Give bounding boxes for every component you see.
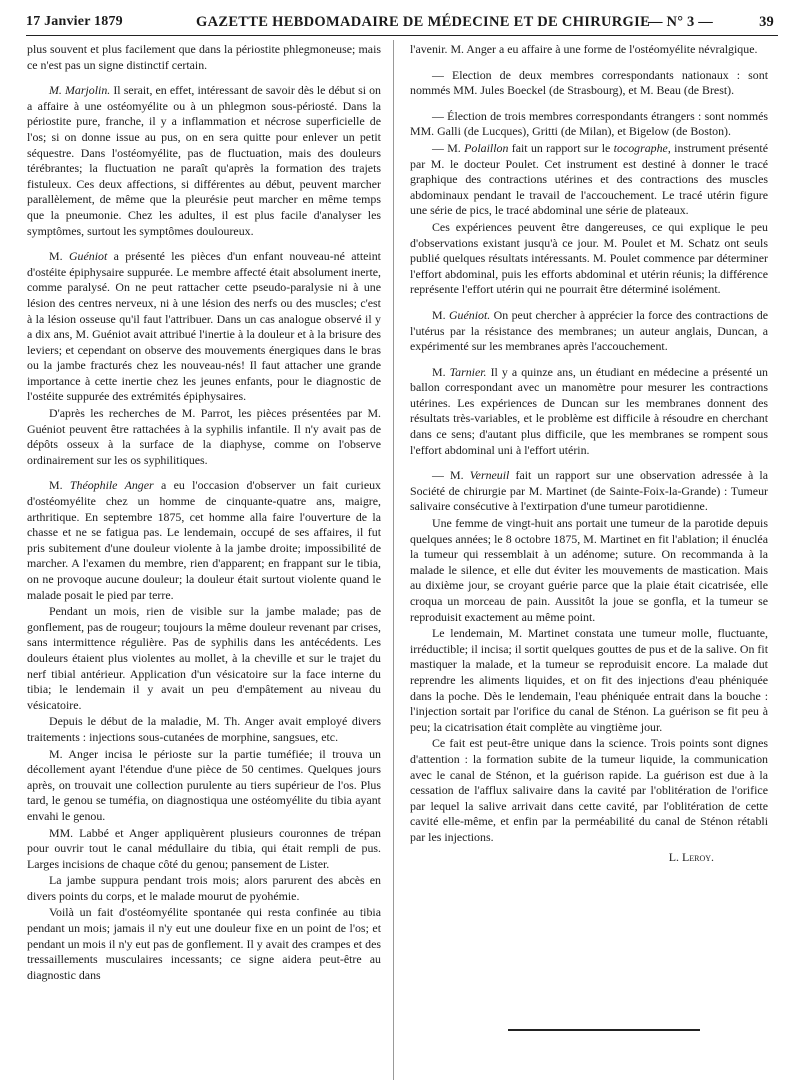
journal-title: GAZETTE HEBDOMADAIRE DE MÉDECINE ET DE CHIRURGIE bbox=[196, 14, 651, 30]
right-column bbox=[410, 42, 768, 866]
paragraph: — Election de deux membres correspondants nationaux : sont nommés MM. Jules Boeckel (de Strasbourg), et M. Beau (de Brest). bbox=[410, 67, 768, 98]
instrument-name: tocographe bbox=[613, 140, 668, 155]
paragraph: M. Tarnier. Il y a quinze ans, un étudiant en médecine a présenté un ballon correspondant avec un manomètre pour mesurer les contractions utérines. Les expériences de Duncan sur les membranes donnent des résultats très-variables, et le problème est difficile à résoudre en cherchant dans ce sens; d'autant plus difficile, que les membranes se rompent sous l'effort abdominal uni à l'effort utérin. bbox=[410, 364, 768, 457]
speaker-name: Guéniot. bbox=[448, 307, 491, 322]
paragraph: D'après les recherches de M. Parrot, les pièces présentées par M. Guéniot peuvent être rattachées à la syphilis infantile. Il n'y avait pas de dépôts osseux à la surface de la diaphyse, comme on l'observe ordinairement sur les os syphilitiques. bbox=[27, 406, 381, 467]
paragraph: Une femme de vingt-huit ans portait une tumeur de la parotide depuis quelques années; le 8 octobre 1875, M. Martinet en fit l'ablation; il énucléa la tumeur qui ressemblait à un adénome; suture. On recommanda à la malade le silence, et elle dut éviter les mouvements de mastication. Mais au dixième jour, se croyant guérie parce que la plaie était cicatrisée, elle croqua un morceau de pain. Aussitôt la joue se gonfla, et la tumeur se reproduisit exactement au même point. bbox=[410, 516, 768, 624]
speaker-name: Polaillon bbox=[464, 140, 509, 155]
issue-number: — N° 3 — bbox=[648, 14, 713, 30]
issue-date: 17 Janvier 1879 bbox=[26, 14, 123, 29]
page-number: 39 bbox=[759, 14, 774, 30]
paragraph: M. Guéniot. On peut chercher à apprécier la force des contractions de l'utérus par la résistance des membranes; un auteur anglais, Duncan, a expérimenté sur les membranes après l'accouchement. bbox=[410, 307, 768, 354]
paragraph: La jambe suppura pendant trois mois; alors parurent des abcès en divers points du corps, et le malade mourut de pyohémie. bbox=[27, 873, 381, 903]
column-divider bbox=[393, 40, 394, 1080]
paragraph: Ce fait est peut-être unique dans la science. Trois points sont dignes d'attention : la formation subite de la tumeur liquide, la communication avec le canal de Sténon, et la guérison rapide. La guérison est due à la cessation de l'afflux salivaire dans la cavité par l'oblitération de l'orifice par lequel la salive arrivait dans cette cavité, par l'oblitération de cette cavité elle-même, et enfin par la perméabilité du canal de Sténon rétabli par les injections. bbox=[410, 736, 768, 844]
paragraph: Voilà un fait d'ostéomyélite spontanée qui resta confinée au tibia pendant un mois; jamais il n'y eut une douleur fixe en un point de l'os; et pendant un mois il n'y eut pas de gonflement. Il y avait des crampes et des tressaillements musculaires incessants; ce signe aidera peut-être au diagnostic dans bbox=[27, 905, 381, 982]
end-rule bbox=[508, 1029, 700, 1031]
paragraph: — Élection de trois membres correspondants étrangers : sont nommés MM. Galli (de Lucques), Gritti (de Milan), et Bigelow (de Boston). bbox=[410, 108, 768, 139]
speaker-name: Guéniot bbox=[68, 249, 108, 264]
paragraph: MM. Labbé et Anger appliquèrent plusieurs couronnes de trépan pour ouvrir tout le canal médullaire du tibia, qui était rempli de pus. Larges incisions de chaque côté du genou; pansement de Lister. bbox=[27, 825, 381, 871]
paragraph: M. Marjolin. Il serait, en effet, intéressant de savoir dès le début si on a affaire à une ostéomyélite ou à un phlegmon sous-périosté. Dans la périostite pure, franche, il y a inflammation et nécrose superficielle de l'os; si on donne issue au pus, on en sera quitte pour enlever un petit séquestre. Dans l'ostéomyélite, pas de fluctuation, mais des douleurs térébrantes; la fluctuation ne paraît qu'après la formation des trajets fistuleux. Ces deux affections, si différentes au début, peuvent marcher parallèlement, de même que la pleurésie peut marcher en même temps que la pneumonie. Chez les adultes, il est plus facile d'analyser les symptômes, surtout les symptômes douloureux. bbox=[27, 83, 381, 238]
speaker-name: Tarnier. bbox=[449, 364, 487, 379]
paragraph: M. Anger incisa le périoste sur la partie tuméfiée; il trouva un décollement ayant l'étendue d'une pièce de 50 centimes. Quelques jours après, on trouvait une collection purulente au tiers supérieur de l'os. Plus tard, le genou se tuméfia, on diagnostiqua une ostéomyélite du tibia ayant envahi le genou. bbox=[27, 746, 381, 823]
paragraph: M. Guéniot a présenté les pièces d'un enfant nouveau-né atteint d'ostéite épiphysaire suppurée. Le membre affecté était absolument inerte, comme paralysé. On ne peut rattacher cette pseudo-paralysie ni à une lésion des centres nerveux, ni à une lésion des nerfs ou des muscles; c'est à la lésion osseuse qu'il faut l'attribuer. Dans un cas analogue observé il y a dix ans, M. Guéniot avait attribué l'inertie à la douleur et à la brisure des leviers; et cependant on observe des mouvements énergiques dans le bras ou la jambe fracturés chez les nouveau-nés! Il faut attacher une grande importance à cette inertie chez les jeunes enfants, pour le diagnostic de l'ostéite suppurée des extrémités épiphysaires. bbox=[27, 249, 381, 404]
running-header bbox=[26, 8, 778, 36]
paragraph: plus souvent et plus facilement que dans la périostite phlegmoneuse; mais ce n'est pas un signe distinctif certain. bbox=[27, 42, 381, 72]
header-rule bbox=[26, 35, 778, 36]
left-column bbox=[27, 42, 381, 984]
paragraph: Pendant un mois, rien de visible sur la jambe malade; pas de gonflement, pas de rougeur; toujours la même douleur revenant par crises, sans intermittence régulière. Pas de syphilis dans les antécédents. Les douleurs étaient plus violentes au mollet, à la cheville et sur le trajet du nerf tibial antérieur. Application d'un vésicatoire sur la face interne du tibia; le lendemain il y avait un peu d'empâtement au niveau du vésicatoire. bbox=[27, 604, 381, 712]
paragraph: Ces expériences peuvent être dangereuses, ce qui explique le peu d'observations existant jusqu'à ce jour. M. Poulet et M. Schatz ont seuls publié quelques résultats intéressants. M. Poulet commence par déterminer l'effort abdominal, puis les efforts abdominal et utérin réunis; la différence représente l'effort utérin qui ne pourrait être déterminé isolément. bbox=[410, 219, 768, 297]
paragraph: — M. Polaillon fait un rapport sur le tocographe, instrument présenté par M. le docteur Poulet. Cet instrument est destiné à donner le tracé graphique des contractions utérines et des contractions des muscles abdominaux pendant le travail de l'accouchement. Le tracé utérin figure une série de pics, le tracé abdominal une série de plateaux. bbox=[410, 140, 768, 218]
author-signature: L. Leroy. bbox=[668, 849, 714, 864]
paragraph: l'avenir. M. Anger a eu affaire à une forme de l'ostéomyélite névralgique. bbox=[410, 42, 758, 56]
paragraph: Le lendemain, M. Martinet constata une tumeur molle, fluctuante, irréductible; il incisa; il sortit quelques gouttes de pus et de la salive. On fit mastiquer la malade, et la tumeur se reproduisit encore. La malade dut reprendre les aliments liquides, et on fit des injections d'eau phéniquée dans la poche. Dès le lendemain, l'eau phéniquée entrait dans la bouche : l'injection sortait par l'orifice du canal de Sténon. La guérison se fit peu à peu; la cicatrisation était complète au vingtième jour. bbox=[410, 626, 768, 734]
paragraph: Depuis le début de la maladie, M. Th. Anger avait employé divers traitements : injections sous-cutanées de morphine, sangsues, etc. bbox=[27, 714, 381, 744]
paragraph: — M. Verneuil fait un rapport sur une observation adressée à la Société de chirurgie par M. Martinet (de Sainte-Foix-la-Grande) : Tumeur salivaire consécutive à l'extirpation d'une tumeur parotidienne. bbox=[410, 468, 768, 514]
paragraph: M. Théophile Anger a eu l'occasion d'observer un fait curieux d'ostéomyélite chez un homme de cinquante-quatre ans, maigre, arthritique. En septembre 1875, cet homme alla faire l'ouverture de la chasse et ne se fatigua pas. Le lendemain, occupé de ses affaires, il fut pris subitement d'une douleur violente à la jambe droite; impossibilité de marcher. A l'examen du membre, rien d'apparent; en frappant sur le tibia, on ne provoque aucune douleur; la douleur était surtout violente quand le malade posait le pied par terre. bbox=[27, 478, 381, 602]
speaker-name: M. Marjolin. bbox=[49, 83, 111, 98]
speaker-name: Théophile Anger bbox=[69, 478, 154, 493]
speaker-name: Verneuil bbox=[469, 468, 510, 483]
